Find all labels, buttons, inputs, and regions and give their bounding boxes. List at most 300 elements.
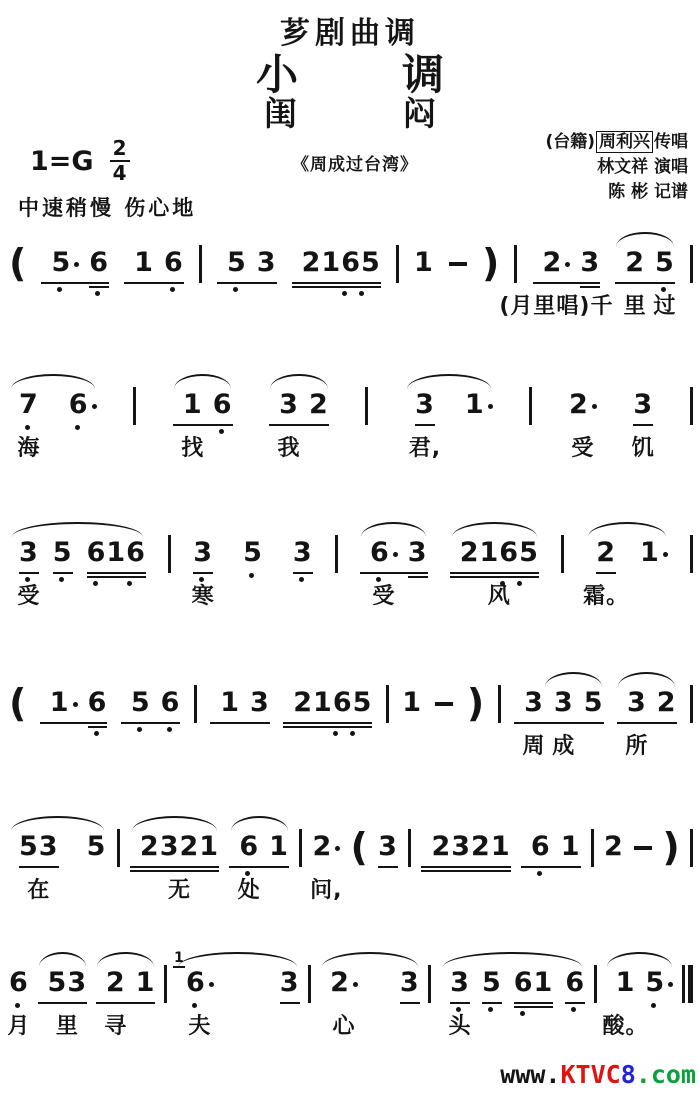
octave-dot (517, 581, 522, 586)
note (293, 688, 372, 720)
barline (299, 829, 302, 867)
beam-line (615, 282, 675, 285)
final-barline (682, 965, 693, 1003)
note (243, 538, 263, 570)
tempo-expression-marking: 中速稍慢 伤心地 (18, 196, 197, 220)
note-digit: 2 (308, 389, 329, 420)
note-group (40, 688, 108, 720)
lyric: 里 (55, 1014, 79, 1039)
note-group (499, 247, 614, 319)
note-digit: 3 (524, 687, 544, 718)
barline (117, 829, 120, 867)
note-digit: 2321 (139, 831, 220, 862)
note-digit: 3 (279, 389, 299, 420)
note (227, 248, 247, 280)
note (568, 389, 597, 461)
dash-note (449, 262, 467, 266)
series-title: 芗剧曲调 (280, 16, 420, 51)
lyric: 里 (623, 294, 647, 319)
note-group (173, 950, 300, 1039)
parenthesis: ( (9, 241, 27, 285)
note (181, 389, 205, 461)
note-group (283, 688, 372, 720)
parenthesis: ( (350, 825, 368, 869)
transmitter-name-box: 周利兴 (596, 131, 653, 153)
note-group (217, 248, 277, 280)
beam-line (53, 572, 73, 575)
credit-transmitter: (台籍) 周利兴 传唱 (545, 132, 688, 152)
note (7, 967, 31, 1039)
dash-note (435, 702, 453, 706)
note-digit: 3 (415, 389, 435, 420)
beam-line (19, 866, 59, 869)
note-digit: 3 (553, 687, 574, 718)
key-label: 1=G (30, 145, 94, 177)
barline (514, 245, 517, 283)
final-bar-thin (682, 965, 685, 1003)
barline (529, 387, 532, 425)
note-digit: 2165 (459, 537, 539, 568)
lyric: 找 (181, 436, 205, 461)
octave-dot (167, 727, 172, 732)
note-digit: 6 (89, 247, 110, 278)
beam-line (450, 576, 539, 579)
note-digit: 1 (402, 687, 423, 718)
beam-line (596, 572, 616, 575)
note-group (121, 688, 181, 720)
lyric: 海 (17, 436, 41, 461)
note-digit: 6 (163, 247, 184, 278)
system-6 (7, 950, 693, 1039)
note (164, 248, 184, 280)
note-digit: 5 (52, 537, 73, 568)
note-group (414, 248, 434, 280)
note-digit: 3 (633, 389, 654, 420)
octave-dot (57, 287, 62, 292)
slur-arc (12, 522, 144, 537)
note (136, 968, 156, 1000)
note (17, 537, 41, 609)
note-digit: 1 (135, 967, 156, 998)
note (431, 832, 510, 864)
note (17, 389, 41, 461)
barline (199, 245, 202, 283)
note-digit: 1 (413, 247, 434, 278)
lyric: (月里唱)千 (499, 294, 614, 319)
note (173, 950, 214, 1039)
system-3 (9, 537, 693, 609)
beam-line (269, 424, 329, 427)
note (131, 688, 151, 720)
octave-dot (192, 1003, 197, 1008)
note-digit: 1 (134, 247, 154, 278)
note-digit: 3 (193, 537, 214, 568)
parenthesis: ) (662, 825, 680, 869)
beam-line (38, 1002, 88, 1005)
note-digit: 3 (256, 247, 277, 278)
beam-line (173, 424, 233, 427)
beam-line (514, 1002, 554, 1005)
note (369, 537, 398, 609)
slur-arc (178, 952, 297, 967)
note-digit: 2165 (293, 687, 373, 718)
note-group (617, 687, 677, 759)
lyric: 我 (277, 436, 301, 461)
note (191, 537, 215, 609)
lyric: 酸。 (602, 1014, 649, 1039)
note-digit: 5 (226, 247, 247, 278)
octave-dot (93, 581, 98, 586)
note-digit: 6 (565, 967, 586, 998)
note (623, 247, 647, 319)
note (257, 248, 277, 280)
note (531, 832, 551, 864)
note-digit: 3 (292, 537, 313, 568)
note-digit: 53 (47, 967, 88, 998)
note-digit: 5 (51, 247, 72, 278)
note-digit: 1 (464, 389, 485, 420)
dot-after (74, 262, 79, 267)
note-digit: 3 (450, 967, 470, 998)
octave-dot (25, 425, 30, 430)
watermark-brand: KTVC (560, 1060, 621, 1089)
beam-line (293, 572, 313, 575)
octave-dot (233, 287, 238, 292)
note-digit: 61 (513, 967, 554, 998)
beam-line (408, 576, 428, 579)
note (448, 967, 472, 1039)
lyric: 寻 (104, 1014, 128, 1039)
octave-dot (350, 731, 355, 736)
note (640, 538, 668, 570)
note (583, 537, 630, 609)
octave-dot (299, 577, 304, 582)
lyric: 在 (27, 878, 51, 903)
note-group (124, 248, 184, 280)
beam-line (229, 866, 289, 869)
slur-arc (618, 672, 675, 687)
note-digit: 7 (19, 389, 39, 420)
note-group (320, 967, 420, 1039)
octave-dot (488, 1007, 493, 1012)
lyric: 饥 (631, 436, 655, 461)
beam-line (89, 286, 109, 289)
note-digit: 6 (68, 389, 89, 420)
note-digit: 2321 (431, 831, 511, 862)
note-digit: 6 (239, 831, 260, 862)
beam-line (514, 722, 603, 725)
dot-after (335, 846, 340, 851)
main-title-left: 小 (255, 50, 298, 99)
beam-line (633, 424, 653, 427)
note-digit: 5 (583, 687, 604, 718)
lyric: 夫 (188, 1014, 212, 1039)
note-digit: 3 (626, 687, 647, 718)
note (408, 538, 428, 570)
beam-line (217, 282, 277, 285)
note (584, 688, 604, 720)
octave-dot (359, 291, 364, 296)
note-digit: 53 (19, 831, 59, 862)
note (87, 832, 107, 864)
lyric: 霜。 (583, 584, 630, 609)
lyric: 月 (7, 1014, 31, 1039)
note (408, 389, 442, 461)
dot-after (488, 404, 493, 409)
barline (408, 829, 411, 867)
barline (690, 535, 693, 573)
note-group (210, 688, 270, 720)
slur-arc (361, 522, 426, 537)
slur-arc (545, 672, 602, 687)
lyric: 受 (17, 584, 41, 609)
note (104, 967, 128, 1039)
note-group (7, 967, 31, 1039)
time-signature-denominator: 4 (112, 161, 127, 185)
note (402, 688, 422, 720)
octave-dot (651, 1003, 656, 1008)
note-group (310, 831, 343, 903)
barline (690, 245, 693, 283)
octave-dot (95, 291, 100, 296)
slur-arc (39, 952, 87, 967)
note-group (602, 967, 674, 1039)
note-group (402, 688, 422, 720)
credit-transcriber: 陈 彬 记谱 (608, 182, 688, 202)
note-digit: 5 (481, 967, 502, 998)
note (653, 247, 677, 319)
note (88, 688, 108, 720)
barline (690, 387, 693, 425)
note-group (96, 967, 156, 1039)
octave-dot (571, 1007, 576, 1012)
note-digit: 1 (560, 831, 581, 862)
slur-arc (231, 816, 288, 831)
watermark-suffix: .com (635, 1060, 696, 1089)
beam-line (533, 282, 601, 285)
note (310, 831, 343, 903)
note (269, 832, 289, 864)
watermark-url (500, 1060, 696, 1089)
note-group (378, 832, 398, 864)
beam-line (360, 572, 428, 575)
note-digit: 3 (399, 967, 420, 998)
barline (498, 685, 501, 723)
note-digit: 1 (640, 537, 660, 568)
note-group (41, 248, 109, 280)
note (87, 538, 146, 570)
beam-line (482, 1002, 502, 1005)
system-5 (9, 825, 693, 903)
dot-after (393, 552, 398, 557)
beam-line (283, 722, 372, 725)
note-digit: 3 (279, 967, 300, 998)
beam-line (521, 866, 581, 869)
note (552, 687, 576, 759)
note (237, 831, 261, 903)
beam-line (450, 572, 539, 575)
barline (194, 685, 197, 723)
note (565, 968, 585, 1000)
beam-line (283, 726, 372, 729)
note (51, 248, 79, 280)
note (47, 967, 88, 1039)
barline (308, 965, 311, 1003)
note (220, 688, 240, 720)
note-group (292, 248, 381, 280)
dot-after (592, 404, 597, 409)
beam-line (580, 286, 600, 289)
beam-line (41, 282, 109, 285)
note-digit: 3 (378, 831, 398, 862)
note-group (9, 831, 107, 903)
system-4 (9, 681, 693, 759)
beam-line (565, 1002, 585, 1005)
note (580, 248, 600, 280)
parenthesis: ) (481, 241, 500, 285)
note (602, 967, 649, 1039)
barline (396, 245, 399, 283)
note-digit: 5 (130, 687, 151, 718)
note-group (173, 389, 233, 461)
beam-line (421, 866, 510, 869)
beam-line (193, 572, 213, 575)
note-group (405, 389, 493, 461)
note (213, 390, 233, 422)
note-group (514, 687, 604, 759)
lyric: 成 (552, 734, 576, 759)
dash-note (634, 846, 652, 850)
watermark-www: www. (500, 1060, 561, 1089)
note-digit: 6 (9, 967, 29, 998)
note (482, 968, 502, 1000)
slur-arc (97, 952, 154, 967)
beam-line (292, 286, 381, 289)
beam-line (415, 424, 435, 427)
octave-dot (94, 731, 99, 736)
beam-line (121, 722, 181, 725)
note-digit: 5 (86, 831, 107, 862)
note (499, 247, 614, 319)
barline (168, 535, 171, 573)
note-group (615, 247, 677, 319)
octave-dot (59, 577, 64, 582)
slur-arc (607, 952, 672, 967)
note-group (38, 967, 88, 1039)
barline (133, 387, 136, 425)
lyric: 寒 (191, 584, 215, 609)
lyric: 处 (237, 878, 261, 903)
barline (386, 685, 389, 723)
dot-after (353, 982, 358, 987)
slur-arc (616, 232, 673, 247)
barline (365, 387, 368, 425)
beam-line (400, 1002, 420, 1005)
note (459, 537, 539, 609)
barline (690, 829, 693, 867)
beam-line (421, 870, 510, 873)
dot-after (565, 262, 570, 267)
note-digit: 616 (86, 537, 146, 568)
watermark-digit: 8 (620, 1060, 636, 1089)
note-digit: 1 (269, 831, 289, 862)
beam-line (450, 1002, 470, 1005)
note-digit: 3 (580, 247, 601, 278)
barline (594, 965, 597, 1003)
beam-line (87, 576, 146, 579)
note (139, 831, 220, 903)
slur-arc (11, 374, 95, 389)
beam-line (96, 1002, 156, 1005)
note-group (631, 389, 655, 461)
slur-arc (174, 374, 231, 389)
lyric: 所 (625, 734, 649, 759)
barline (164, 965, 167, 1003)
note (378, 832, 398, 864)
octave-dot (537, 871, 542, 876)
note-digit: 5 (655, 247, 675, 278)
note-digit: 3 (407, 537, 428, 568)
beam-line (19, 572, 39, 575)
note (561, 832, 581, 864)
note-digit: 2 (568, 389, 589, 420)
note (309, 390, 329, 422)
octave-dot (137, 727, 142, 732)
octave-dot (170, 287, 175, 292)
note-group (583, 537, 668, 609)
lyric: 无 (167, 878, 191, 903)
beam-line (124, 282, 184, 285)
note (89, 248, 109, 280)
note (161, 688, 181, 720)
note (330, 967, 358, 1039)
note (514, 968, 554, 1000)
slur-arc (452, 522, 538, 537)
octave-dot (127, 581, 132, 586)
note-digit: 6 (530, 831, 551, 862)
note (625, 687, 649, 759)
slur-arc (11, 816, 105, 831)
note (400, 968, 420, 1000)
note (302, 248, 381, 280)
lyric: 风 (487, 584, 511, 609)
note (522, 687, 546, 759)
dot-after (92, 404, 97, 409)
source-opera-title: 《周成过台湾》 (292, 155, 418, 175)
note (19, 831, 59, 903)
note-digit: 2 (542, 247, 563, 278)
note (250, 688, 270, 720)
note-group (269, 389, 329, 461)
note-group (9, 389, 97, 461)
note (631, 389, 655, 461)
note-digit: 5 (645, 967, 666, 998)
barline (561, 535, 564, 573)
subtitle-right: 闷 (403, 94, 436, 133)
beam-line (88, 726, 108, 729)
note-group (450, 537, 539, 609)
note-digit: 6 (369, 537, 390, 568)
time-signature-numerator: 2 (110, 138, 130, 162)
note-digit: 2 (596, 537, 616, 568)
lyric: 问, (310, 878, 343, 903)
note-digit: 6 (87, 687, 108, 718)
note-group (568, 389, 597, 461)
note-digit: 3 (250, 687, 270, 718)
note (53, 538, 73, 570)
note (645, 968, 673, 1000)
octave-dot (219, 429, 224, 434)
